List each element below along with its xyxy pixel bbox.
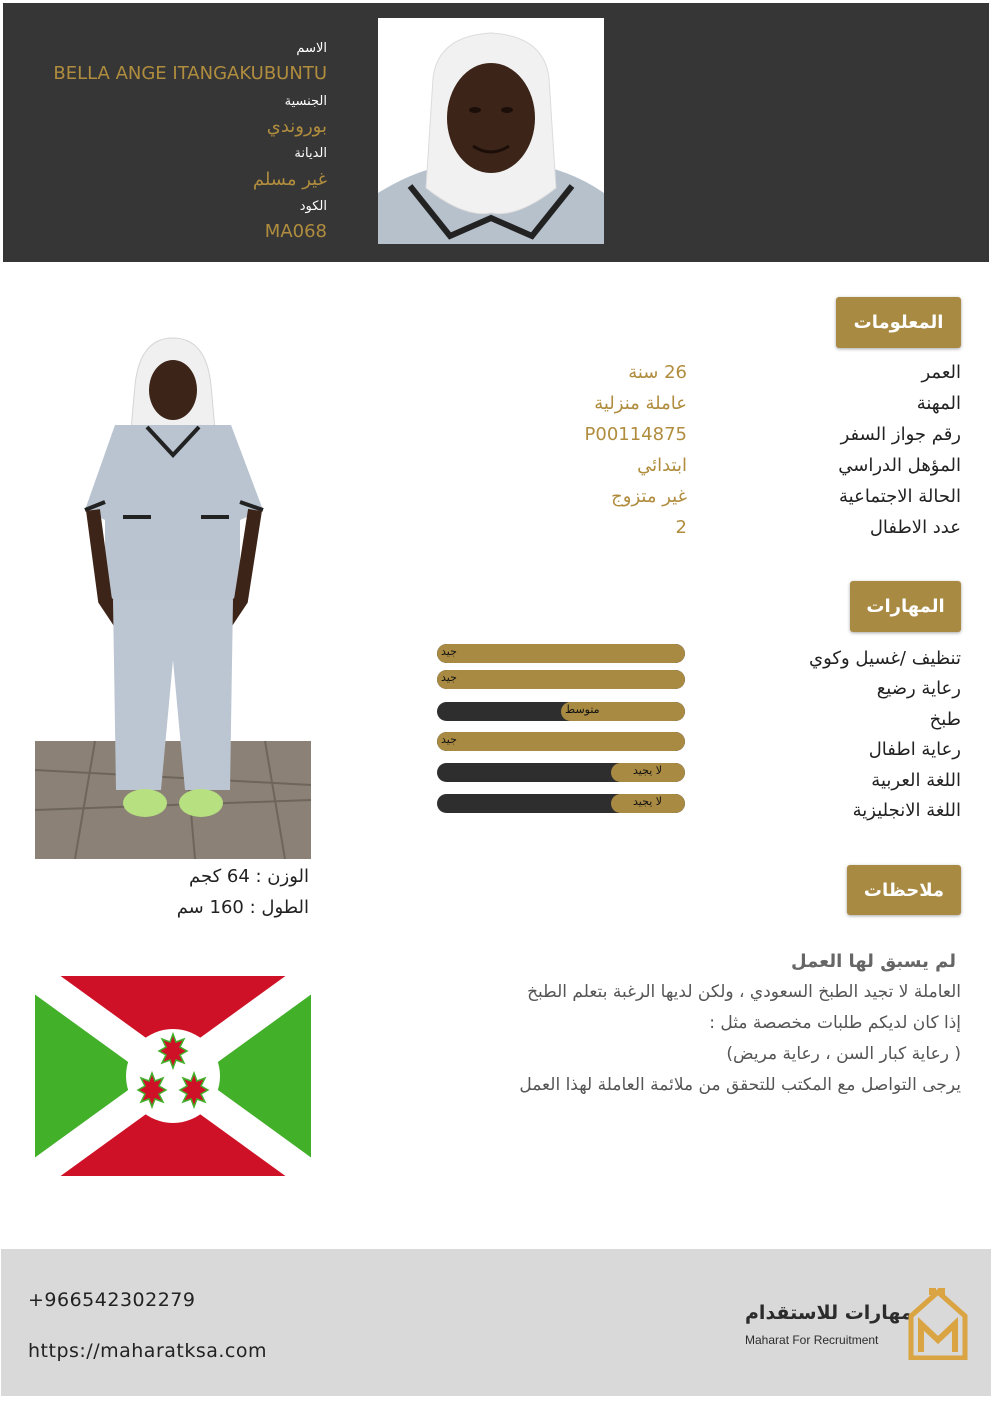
skill-bar-child-care <box>437 732 685 751</box>
skill-label-cleaning: تنظيف /غسيل وكوي <box>809 648 961 669</box>
education-value: ابتدائي <box>637 455 687 476</box>
portrait-photo <box>378 18 604 244</box>
skill-level-arabic: لا يجيد <box>633 764 663 777</box>
notes-section-badge: ملاحظات <box>847 865 961 915</box>
name-label: الاسم <box>296 41 327 56</box>
skill-level-english: لا يجيد <box>633 795 663 808</box>
footer <box>1 1249 991 1396</box>
code-label: الكود <box>299 199 327 214</box>
children-value: 2 <box>675 517 687 538</box>
company-logo <box>743 1282 973 1362</box>
height-text: الطول : 160 سم <box>176 897 309 918</box>
religion-value: غير مسلم <box>252 169 327 190</box>
skill-bar-cleaning <box>437 644 685 663</box>
logo-english-text: Maharat For Recruitment <box>745 1333 879 1347</box>
age-value: 26 سنة <box>628 362 687 383</box>
profession-label: المهنة <box>916 393 961 414</box>
house-logo-icon <box>907 1286 969 1360</box>
passport-value: P00114875 <box>584 424 687 445</box>
education-label: المؤهل الدراسي <box>838 455 961 476</box>
skill-label-arabic: اللغة العربية <box>871 770 961 791</box>
skill-level-cooking: متوسط <box>565 703 600 716</box>
logo-arabic-text: مهارات للاستقدام <box>745 1302 913 1324</box>
skill-bar-fill <box>437 644 685 663</box>
marital-status-value: غير متزوج <box>611 486 687 507</box>
religion-label: الديانة <box>294 146 327 161</box>
skill-label-infant-care: رعاية رضيع <box>876 678 961 699</box>
notes-line: العاملة لا تجيد الطبخ السعودي ، ولكن لديها الرغبة بتعلم الطبخ <box>527 982 961 1002</box>
weight-text: الوزن : 64 كجم <box>189 866 309 887</box>
name-value: BELLA ANGE ITANGAKUBUNTU <box>53 63 327 84</box>
notes-line: يرجى التواصل مع المكتب للتحقق من ملائمة العاملة لهذا العمل <box>519 1075 961 1095</box>
skill-label-child-care: رعاية اطفال <box>868 739 961 760</box>
full-body-photo <box>35 330 311 859</box>
website-link[interactable]: https://maharatksa.com <box>28 1340 268 1362</box>
notes-line: إذا كان لديكم طلبات مخصصة مثل : <box>709 1013 961 1033</box>
passport-label: رقم جواز السفر <box>840 424 961 445</box>
code-value: MA068 <box>264 221 327 242</box>
skill-bar-arabic <box>437 763 685 782</box>
skills-section-badge: المهارات <box>850 581 961 632</box>
burundi-flag-icon <box>35 976 311 1176</box>
skill-bar-fill <box>437 732 685 751</box>
skill-bar-cooking <box>437 702 685 721</box>
marital-status-label: الحالة الاجتماعية <box>839 486 961 507</box>
phone-number[interactable]: +966542302279 <box>28 1289 196 1311</box>
skill-level-child-care: جيد <box>441 733 457 746</box>
info-section-badge: المعلومات <box>836 297 961 348</box>
skill-level-cleaning: جيد <box>441 645 457 658</box>
nationality-value: بوروندي <box>266 116 327 137</box>
notes-title: لم يسبق لها العمل <box>791 951 956 972</box>
age-label: العمر <box>921 362 961 383</box>
children-label: عدد الاطفال <box>869 517 961 538</box>
profession-value: عاملة منزلية <box>594 393 687 414</box>
notes-line: ( رعاية كبار السن ، رعاية مريض) <box>726 1044 961 1064</box>
skill-label-cooking: طبخ <box>929 709 961 730</box>
skill-bar-english <box>437 794 685 813</box>
skill-bar-fill <box>437 670 685 689</box>
skill-label-english: اللغة الانجليزية <box>852 800 961 821</box>
skill-level-infant-care: جيد <box>441 671 457 684</box>
skill-bar-infant-care <box>437 670 685 689</box>
nationality-label: الجنسية <box>284 94 327 109</box>
